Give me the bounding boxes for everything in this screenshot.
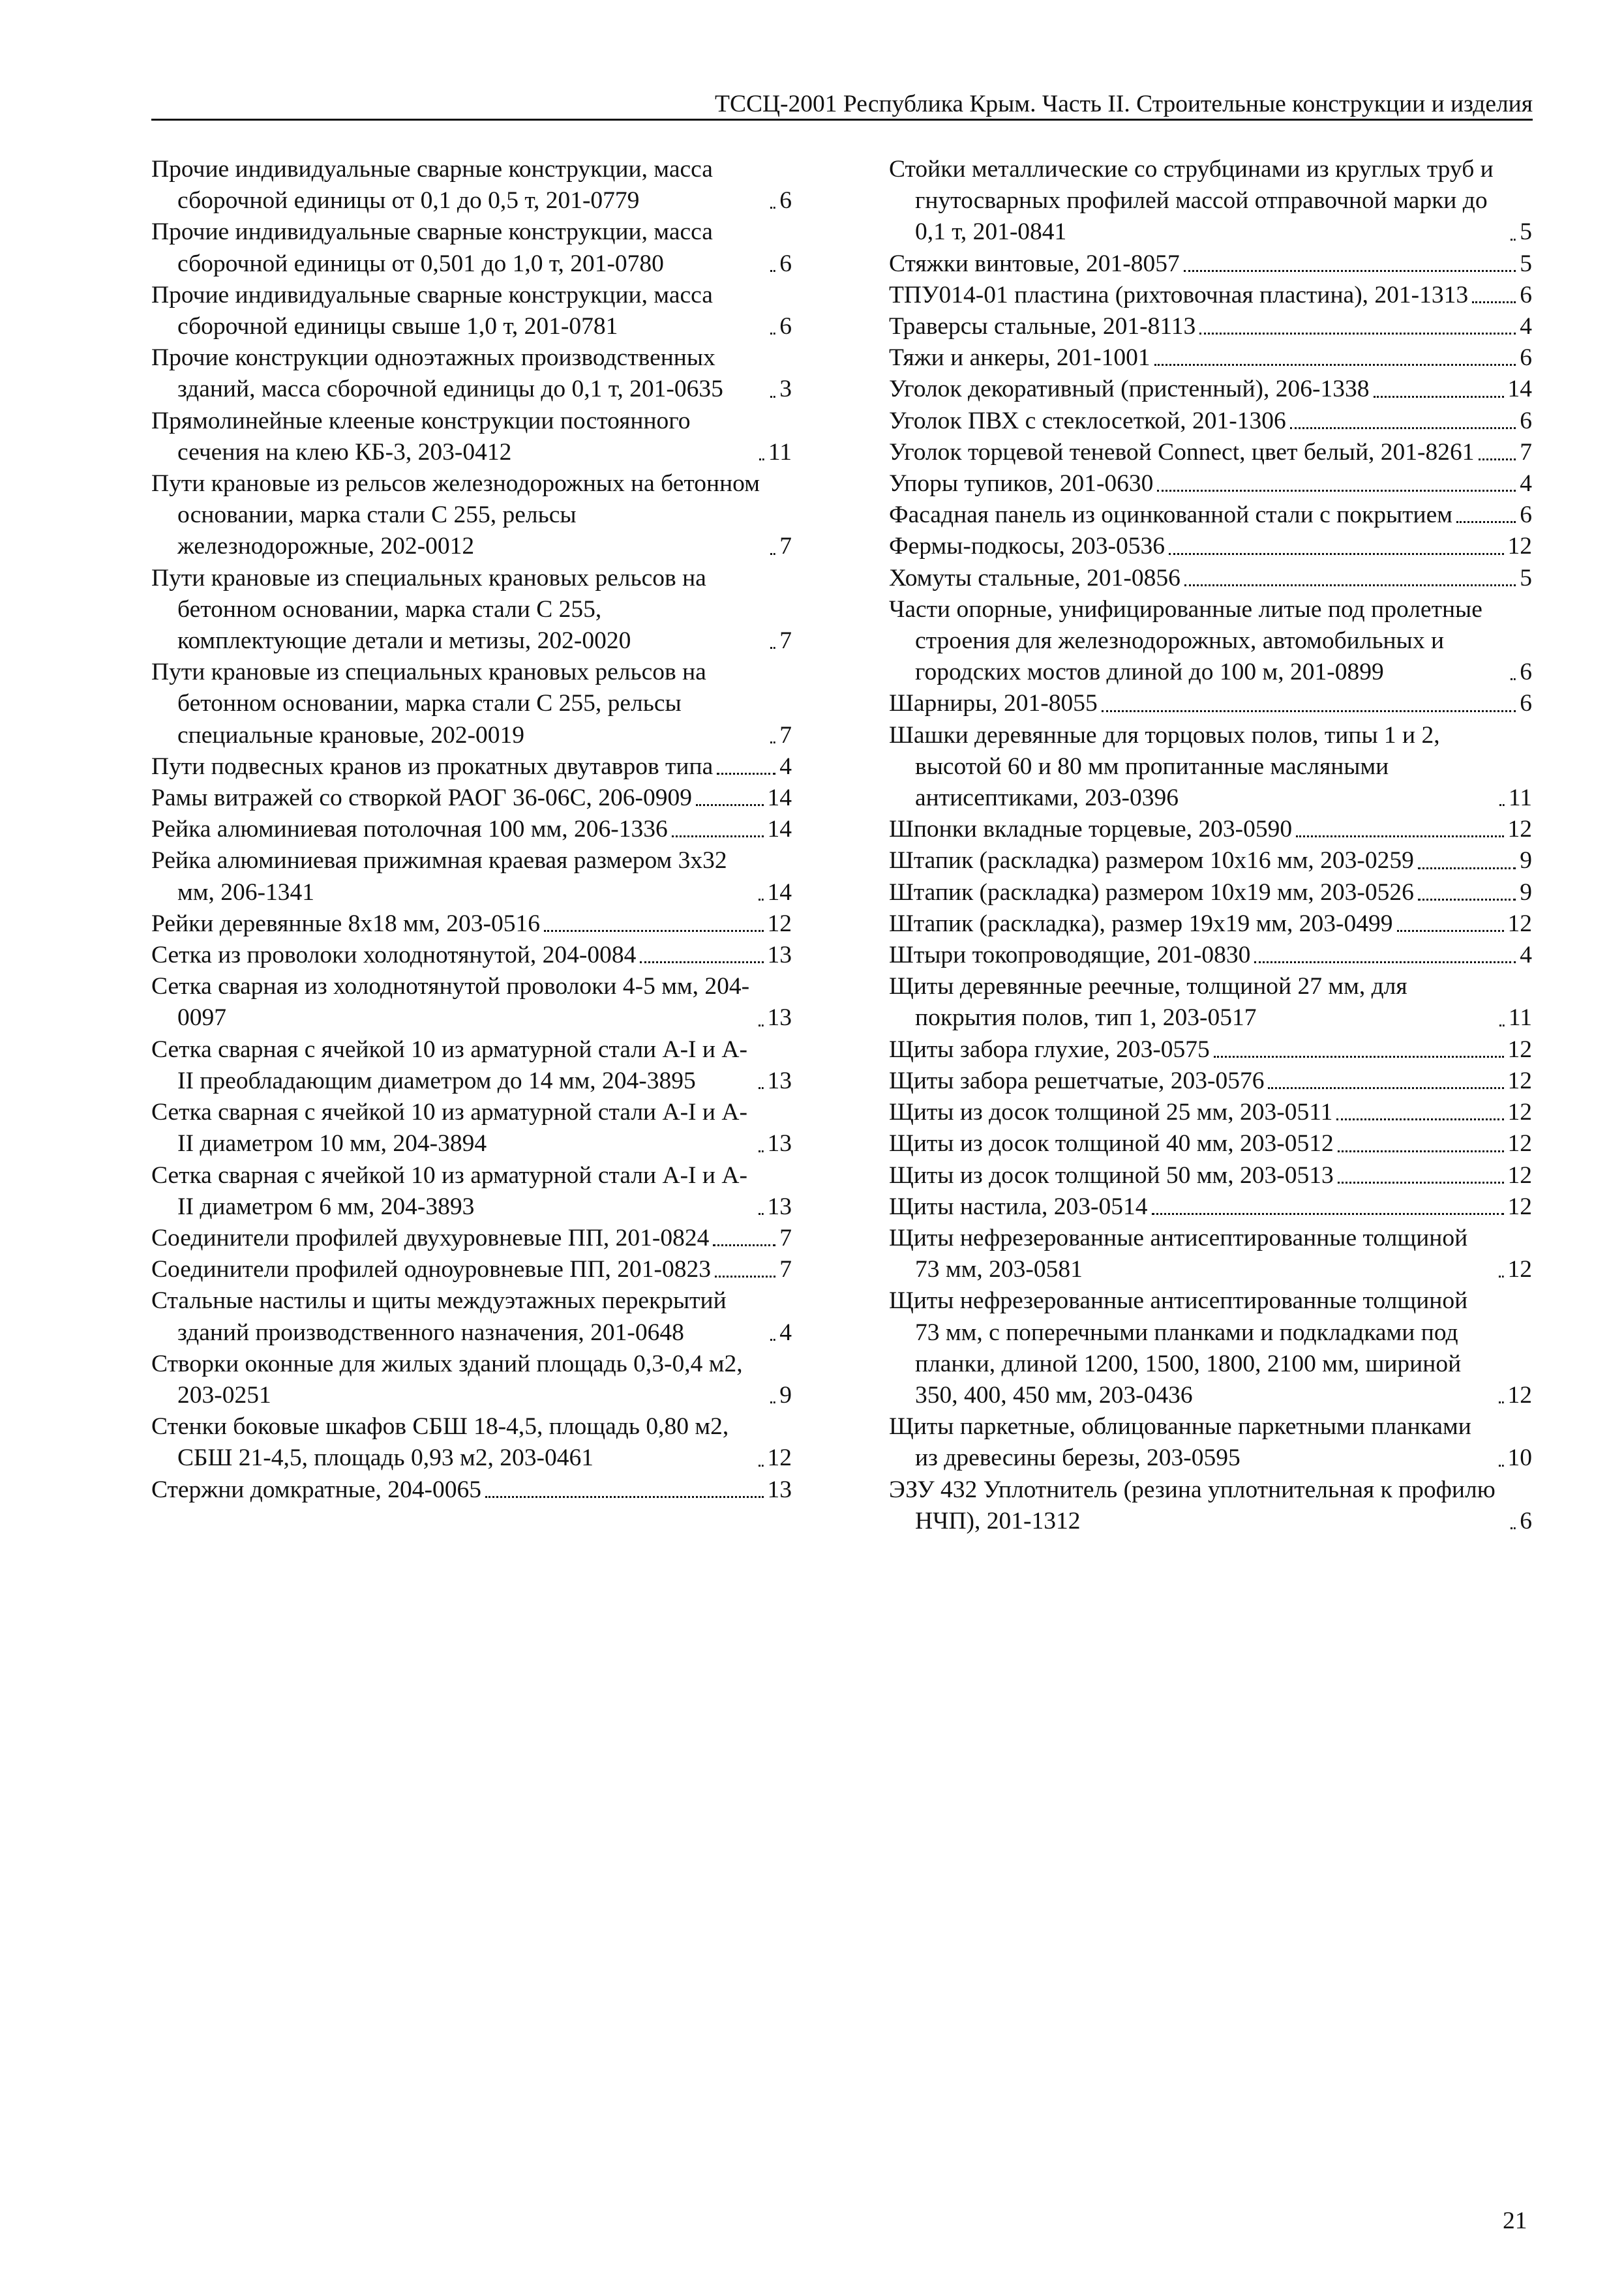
- running-header: [151, 83, 1533, 121]
- index-entry: [151, 971, 792, 1034]
- dot-leader: [1479, 458, 1516, 460]
- index-entry-text: Сетка из проволоки холоднотянутой, 204-0084: [151, 942, 637, 969]
- dot-leader: [485, 1496, 764, 1498]
- index-entry-text: Щиты забора глухие, 203-0575: [889, 1036, 1210, 1063]
- header-title: ТССЦ-2001 Республика Крым. Часть II. Строительные конструкции и изделия: [715, 91, 1533, 117]
- index-entry: [151, 154, 792, 217]
- index-entry: [151, 751, 792, 783]
- index-entry-text: Штыри токопроводящие, 201-0830: [889, 942, 1251, 969]
- index-entry-text: Рейка алюминиевая потолочная 100 мм, 206-1336: [151, 816, 668, 843]
- index-entry: [151, 1474, 792, 1506]
- index-entry-text: Сетка сварная с ячейкой 10 из арматурной стали А-I и А-II диаметром 6 мм, 204-3893: [151, 1161, 747, 1220]
- dot-leader: [770, 1401, 775, 1403]
- index-entry: [151, 1223, 792, 1254]
- dot-leader: [1184, 270, 1516, 272]
- index-entry-text: Пути крановые из специальных крановых рельсов на бетонном основании, марка стали С 255, комплектующие детали и метизы, 202-0020: [151, 564, 706, 655]
- index-entry: [151, 1349, 792, 1411]
- dot-leader: [1511, 678, 1516, 680]
- index-entry: [889, 1160, 1532, 1191]
- index-entry: [889, 248, 1532, 280]
- page-number: 21: [1503, 2207, 1527, 2234]
- index-entry-text: Стойки металлические со струбцинами из круглых труб и гнутосварных профилей массой отправочной марки до 0,1 т, 201-0841: [889, 156, 1494, 246]
- dot-leader: [713, 1244, 775, 1246]
- index-entry: [151, 280, 792, 342]
- dot-leader: [1456, 521, 1516, 523]
- dot-leader: [759, 458, 764, 460]
- index-entry-text: Створки оконные для жилых зданий площадь 0,3-0,4 м2, 203-0251: [151, 1350, 743, 1409]
- index-entry-text: Сетка сварная с ячейкой 10 из арматурной стали А-I и А-II диаметром 10 мм, 204-3894: [151, 1099, 747, 1158]
- index-entry-page: 12: [1507, 1256, 1532, 1283]
- dot-leader: [1268, 1087, 1503, 1089]
- index-entry-page: 6: [779, 250, 792, 277]
- dot-leader: [1397, 930, 1504, 932]
- index-entry-page: 11: [1508, 785, 1532, 812]
- index-entry: [151, 1285, 792, 1348]
- index-entry-page: 13: [767, 1476, 792, 1503]
- index-entry-text: Соединители профилей одноуровневые ПП, 201-0823: [151, 1256, 711, 1283]
- dot-leader: [1499, 1276, 1504, 1278]
- index-entry-text: Рамы витражей со створкой РАОГ 36-06С, 206-0909: [151, 785, 692, 812]
- index-entry-page: 13: [767, 1004, 792, 1032]
- dot-leader: [1184, 584, 1516, 586]
- dot-leader: [770, 396, 775, 398]
- index-entry: [889, 877, 1532, 908]
- dot-leader: [770, 207, 775, 209]
- index-entry-text: Шпонки вкладные торцевые, 203-0590: [889, 816, 1293, 843]
- index-entry-page: 7: [779, 721, 792, 749]
- index-entry: [889, 1097, 1532, 1128]
- index-entry-text: Шашки деревянные для торцовых полов, типы 1 и 2, высотой 60 и 80 мм пропитанные масляными антисептиками, 203-0396: [889, 721, 1440, 812]
- index-entry-page: 12: [1507, 1161, 1532, 1189]
- index-entry-text: Части опорные, унифицированные литые под пролетные строения для железнодорожных, автомобильных и городских мостов длиной до 100 м, 201-0899: [889, 595, 1482, 686]
- index-entry: [151, 814, 792, 845]
- index-entry-page: 7: [1520, 438, 1532, 466]
- dot-leader: [759, 1150, 764, 1152]
- index-entry: [889, 971, 1532, 1034]
- index-entry-page: 6: [1520, 407, 1532, 434]
- index-entry-text: Пути подвесных кранов из прокатных двутавров типа: [151, 753, 714, 780]
- index-entry-text: Щиты забора решетчатые, 203-0576: [889, 1067, 1265, 1094]
- dot-leader: [759, 1087, 764, 1089]
- index-entry: [151, 342, 792, 405]
- index-entry: [889, 594, 1532, 689]
- index-entry-page: 6: [1520, 344, 1532, 372]
- dot-leader: [1338, 1182, 1504, 1184]
- index-entry-page: 13: [767, 1193, 792, 1220]
- index-entry-page: 7: [779, 627, 792, 655]
- dot-leader: [1499, 1465, 1504, 1467]
- index-entry-page: 4: [1520, 313, 1532, 340]
- dot-leader: [770, 553, 775, 555]
- dot-leader: [770, 1339, 775, 1341]
- index-entry-text: Фермы-подкосы, 203-0536: [889, 533, 1165, 560]
- index-entry: [889, 311, 1532, 342]
- dot-leader: [770, 333, 775, 335]
- index-entry: [889, 563, 1532, 594]
- index-entry-text: Рейки деревянные 8х18 мм, 203-0516: [151, 910, 540, 937]
- index-entry-page: 6: [1520, 281, 1532, 308]
- index-column-right: [889, 154, 1532, 1537]
- dot-leader: [1374, 396, 1504, 398]
- index-entry: [889, 1223, 1532, 1285]
- index-entry-text: Стяжки винтовые, 201-8057: [889, 250, 1180, 277]
- dot-leader: [1296, 835, 1503, 837]
- index-entry: [151, 657, 792, 751]
- index-entry-page: 12: [1507, 533, 1532, 560]
- index-entry: [151, 1254, 792, 1285]
- index-entry-page: 9: [1520, 878, 1532, 906]
- index-column-left: [151, 154, 792, 1506]
- index-entry: [889, 1285, 1532, 1411]
- index-entry-page: 5: [1520, 564, 1532, 591]
- index-entry-text: Прочие конструкции одноэтажных производственных зданий, масса сборочной единицы до 0,1 т, 201-0635: [151, 344, 723, 403]
- index-entry-text: Стенки боковые шкафов СБШ 18-4,5, площадь 0,80 м2, СБШ 21-4,5, площадь 0,93 м2, 203-0461: [151, 1413, 729, 1472]
- dot-leader: [1336, 1118, 1503, 1120]
- index-entry: [889, 845, 1532, 876]
- index-entry: [889, 940, 1532, 971]
- index-entry: [889, 1034, 1532, 1066]
- index-entry: [889, 406, 1532, 437]
- dot-leader: [715, 1276, 775, 1278]
- index-entry-page: 6: [1520, 659, 1532, 686]
- index-entry: [889, 1191, 1532, 1223]
- index-entry-page: 14: [1507, 376, 1532, 403]
- index-entry-page: 14: [767, 785, 792, 812]
- index-entry: [889, 437, 1532, 468]
- dot-leader: [717, 773, 775, 775]
- dot-leader: [672, 835, 764, 837]
- index-entry: [889, 374, 1532, 405]
- index-entry-text: Щиты из досок толщиной 40 мм, 203-0512: [889, 1130, 1334, 1158]
- dot-leader: [1499, 1025, 1505, 1026]
- index-entry: [151, 1411, 792, 1474]
- index-entry-page: 14: [767, 816, 792, 843]
- index-entry-text: Пути крановые из специальных крановых рельсов на бетонном основании, марка стали С 255, рельсы специальные крановые, 202-0019: [151, 659, 706, 749]
- dot-leader: [1290, 427, 1516, 429]
- index-entry-page: 6: [1520, 501, 1532, 529]
- index-entry-page: 9: [1520, 847, 1532, 875]
- index-entry: [889, 1128, 1532, 1159]
- index-entry-text: Соединители профилей двухуровневые ПП, 201-0824: [151, 1224, 710, 1251]
- dot-leader: [640, 961, 763, 963]
- dot-leader: [696, 804, 764, 806]
- index-entry-page: 3: [779, 376, 792, 403]
- index-entry-page: 13: [767, 1130, 792, 1158]
- index-entry: [151, 1160, 792, 1223]
- dot-leader: [1102, 710, 1516, 712]
- dot-leader: [1199, 333, 1516, 335]
- index-entry-page: 7: [779, 1224, 792, 1251]
- index-entry: [889, 500, 1532, 531]
- index-entry-text: Щиты нефрезерованные антисептированные толщиной 73 мм, 203-0581: [889, 1224, 1468, 1283]
- index-entry-page: 12: [1507, 1067, 1532, 1094]
- index-entry-text: Уголок торцевой теневой Connect, цвет белый, 201-8261: [889, 438, 1475, 466]
- dot-leader: [1152, 1213, 1504, 1215]
- index-entry-text: Стальные настилы и щиты междуэтажных перекрытий зданий производственного назначения, 201-0648: [151, 1287, 727, 1346]
- index-entry-page: 10: [1507, 1444, 1532, 1472]
- dot-leader: [770, 647, 775, 649]
- index-entry-page: 6: [779, 187, 792, 215]
- index-entry-page: 4: [779, 753, 792, 780]
- dot-leader: [759, 899, 764, 901]
- dot-leader: [544, 930, 764, 932]
- index-entry: [889, 720, 1532, 815]
- index-entry-page: 13: [767, 1067, 792, 1094]
- index-entry-page: 12: [1507, 1036, 1532, 1063]
- index-entry-text: Сетка сварная с ячейкой 10 из арматурной стали А-I и А-II преобладающим диаметром до 14 мм, 204-3895: [151, 1036, 747, 1094]
- index-entry-text: Уголок ПВХ с стеклосеткой, 201-1306: [889, 407, 1286, 434]
- index-entry-text: Штапик (раскладка), размер 19х19 мм, 203-0499: [889, 910, 1393, 937]
- dot-leader: [759, 1213, 764, 1215]
- index-entry: [889, 342, 1532, 374]
- index-entry: [151, 563, 792, 657]
- dot-leader: [1254, 961, 1516, 963]
- index-entry-text: Щиты нефрезерованные антисептированные толщиной 73 мм, с поперечными планками и подкладками под планки, длиной 1200, 1500, 1800, 2100 мм, шириной 350, 400, 450 мм, 203-0436: [889, 1287, 1468, 1409]
- index-entry-page: 12: [1507, 1193, 1532, 1220]
- index-entry-text: Фасадная панель из оцинкованной стали с покрытием: [889, 501, 1452, 529]
- index-entry-text: Штапик (раскладка) размером 10х16 мм, 203-0259: [889, 847, 1414, 875]
- dot-leader: [1472, 301, 1516, 303]
- index-entry-text: Упоры тупиков, 201-0630: [889, 470, 1154, 498]
- index-entry-text: Щиты настила, 203-0514: [889, 1193, 1148, 1220]
- index-entry-text: Хомуты стальные, 201-0856: [889, 564, 1180, 591]
- index-entry-page: 5: [1520, 250, 1532, 277]
- index-entry-page: 4: [1520, 942, 1532, 969]
- index-entry: [151, 217, 792, 279]
- index-entry-page: 6: [1520, 690, 1532, 717]
- index-entry: [889, 1411, 1532, 1474]
- index-entry-text: ТПУ014-01 пластина (рихтовочная пластина), 201-1313: [889, 281, 1469, 308]
- index-entry: [889, 468, 1532, 500]
- index-entry-page: 12: [767, 910, 792, 937]
- index-entry-text: Траверсы стальные, 201-8113: [889, 313, 1196, 340]
- index-entry-text: ЭЗУ 432 Уплотнитель (резина уплотнительная к профилю НЧП), 201-1312: [889, 1476, 1496, 1534]
- index-entry: [889, 154, 1532, 248]
- index-entry-text: Прочие индивидуальные сварные конструкции, масса сборочной единицы от 0,1 до 0,5 т, 201-0779: [151, 156, 713, 215]
- index-entry-text: Сетка сварная из холоднотянутой проволоки 4-5 мм, 204-0097: [151, 973, 750, 1032]
- index-entry-page: 11: [768, 438, 792, 466]
- dot-leader: [759, 1465, 764, 1467]
- index-entry-text: Пути крановые из рельсов железнодорожных на бетонном основании, марка стали С 255, рельсы железнодорожные, 202-0012: [151, 470, 760, 560]
- dot-leader: [1338, 1150, 1504, 1152]
- index-entry-text: Тяжи и анкеры, 201-1001: [889, 344, 1150, 372]
- index-entry: [889, 280, 1532, 311]
- dot-leader: [1418, 899, 1516, 901]
- index-entry: [889, 814, 1532, 845]
- index-entry-page: 12: [1507, 816, 1532, 843]
- index-entry-text: Шарниры, 201-8055: [889, 690, 1098, 717]
- index-entry-page: 12: [1507, 910, 1532, 937]
- index-entry-page: 9: [779, 1381, 792, 1409]
- index-entry-text: Уголок декоративный (пристенный), 206-1338: [889, 376, 1370, 403]
- index-entry-page: 12: [1507, 1381, 1532, 1409]
- dot-leader: [1499, 804, 1505, 806]
- dot-leader: [1214, 1056, 1504, 1058]
- dot-leader: [1154, 364, 1516, 366]
- index-entry: [151, 468, 792, 563]
- index-entry: [151, 845, 792, 908]
- index-entry-page: 13: [767, 942, 792, 969]
- index-entry-text: Щиты паркетные, облицованные паркетными планками из древесины березы, 203-0595: [889, 1413, 1471, 1472]
- index-entry: [889, 908, 1532, 940]
- index-entry-text: Рейка алюминиевая прижимная краевая размером 3х32 мм, 206-1341: [151, 847, 727, 906]
- index-entry: [151, 783, 792, 814]
- dot-leader: [1418, 867, 1516, 869]
- index-entry-text: Прочие индивидуальные сварные конструкции, масса сборочной единицы от 0,501 до 1,0 т, 201-0780: [151, 218, 713, 277]
- dot-leader: [1499, 1401, 1504, 1403]
- index-entry-page: 7: [779, 533, 792, 560]
- index-entry-page: 6: [779, 313, 792, 340]
- index-entry-text: Прочие индивидуальные сварные конструкции, масса сборочной единицы свыше 1,0 т, 201-0781: [151, 281, 713, 340]
- index-entry-page: 5: [1520, 218, 1532, 246]
- index-entry-text: Штапик (раскладка) размером 10х19 мм, 203-0526: [889, 878, 1414, 906]
- index-entry-page: 4: [1520, 470, 1532, 498]
- dot-leader: [1169, 553, 1503, 555]
- index-entry: [889, 1474, 1532, 1537]
- index-entry-page: 14: [767, 878, 792, 906]
- index-entry-page: 7: [779, 1256, 792, 1283]
- index-entry-text: Щиты из досок толщиной 50 мм, 203-0513: [889, 1161, 1334, 1189]
- index-entry: [889, 531, 1532, 562]
- index-entry: [889, 1066, 1532, 1097]
- dot-leader: [759, 1025, 764, 1026]
- index-entry: [151, 1097, 792, 1159]
- index-entry-page: 11: [1508, 1004, 1532, 1032]
- index-entry: [151, 406, 792, 468]
- index-entry-page: 6: [1520, 1507, 1532, 1534]
- index-entry-text: Стержни домкратные, 204-0065: [151, 1476, 481, 1503]
- dot-leader: [1511, 1527, 1516, 1529]
- index-entry: [151, 1034, 792, 1097]
- index-entry-page: 12: [1507, 1099, 1532, 1126]
- index-entry: [151, 908, 792, 940]
- index-entry: [151, 940, 792, 971]
- index-entry-page: 12: [767, 1444, 792, 1472]
- dot-leader: [1157, 490, 1516, 492]
- index-entry-page: 4: [779, 1319, 792, 1346]
- index-entry-page: 12: [1507, 1130, 1532, 1158]
- index-entry-text: Прямолинейные клееные конструкции постоянного сечения на клею КБ-3, 203-0412: [151, 407, 691, 466]
- index-entry-text: Щиты деревянные реечные, толщиной 27 мм, для покрытия полов, тип 1, 203-0517: [889, 973, 1407, 1032]
- dot-leader: [1511, 239, 1516, 241]
- dot-leader: [770, 270, 775, 272]
- index-entry: [889, 688, 1532, 719]
- index-entry-text: Щиты из досок толщиной 25 мм, 203-0511: [889, 1099, 1333, 1126]
- dot-leader: [770, 741, 775, 743]
